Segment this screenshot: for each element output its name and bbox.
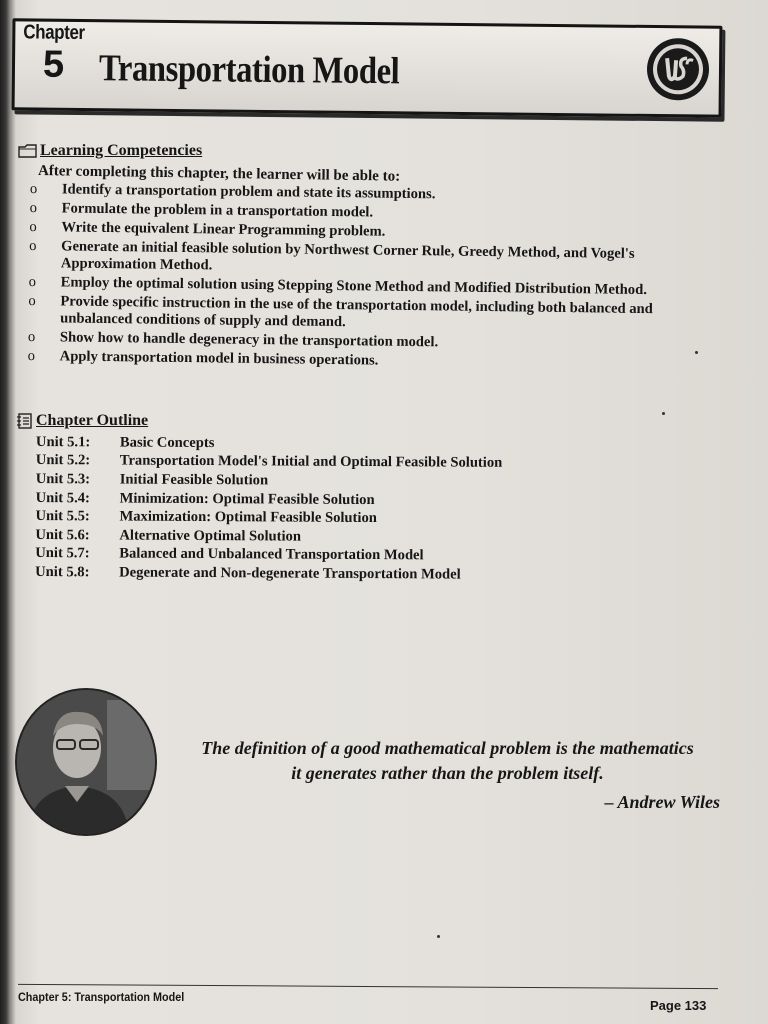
chapter-outline-list (35, 433, 596, 585)
unit-title: Balanced and Unbalanced Transportation Model (119, 545, 424, 564)
page-number: Page 133 (650, 998, 707, 1013)
quote-line-1: The definition of a good mathematical problem is the mathematics (201, 738, 694, 758)
print-speck (662, 412, 665, 415)
chapter-title: Transportation Model (98, 47, 400, 93)
unit-number: Unit 5.6: (35, 526, 90, 544)
chapter-outline-heading (16, 412, 148, 430)
unit-title: Basic Concepts (119, 434, 215, 451)
list-item: o Provide specific instruction in the use of the transportation model, including both balanced and unbalanced conditions of supply and demand. (28, 293, 718, 336)
learning-competencies-heading (18, 142, 202, 160)
unit-number: Unit 5.4: (35, 489, 90, 506)
school-logo-icon (645, 36, 712, 103)
unit-title: Degenerate and Non-degenerate Transportation Model (119, 564, 461, 583)
chapter-label: Chapter (23, 21, 85, 45)
chapter-number: 5 (42, 43, 65, 86)
footer-chapter-label: Chapter 5: Transportation Model (18, 990, 185, 1004)
unit-number: Unit 5.5: (35, 508, 90, 525)
footer-divider (18, 984, 718, 989)
notebook-icon (16, 412, 34, 430)
unit-number: Unit 5.3: (35, 470, 91, 488)
unit-title: Minimization: Optimal Feasible Solution (119, 490, 375, 508)
unit-title: Transportation Model's Initial and Optimal Feasible Solution (119, 452, 503, 472)
unit-number: Unit 5.2: (35, 452, 91, 469)
list-item: o Write the equivalent Linear Programming problem. (29, 219, 719, 245)
print-speck (695, 351, 698, 354)
learning-competencies-title: Learning Competencies (40, 142, 203, 159)
learning-intro: After completing this chapter, the learner will be able to: (37, 163, 401, 185)
quote-text (175, 736, 720, 786)
person-icon (17, 690, 155, 834)
unit-number: Unit 5.1: (35, 433, 91, 451)
list-item: o Identify a transportation problem and state its assumptions. (30, 181, 720, 207)
folder-icon (18, 143, 38, 159)
unit-title: Initial Feasible Solution (119, 471, 269, 489)
quote-author: – Andrew Wiles (604, 792, 720, 812)
list-item: o Employ the optimal solution using Stepping Stone Method and Modified Distribution Method. (29, 274, 719, 300)
unit-number: Unit 5.8: (35, 563, 90, 581)
print-speck (437, 935, 440, 938)
competency-list (28, 181, 720, 376)
unit-title: Maximization: Optimal Feasible Solution (119, 508, 377, 527)
chapter-banner (12, 18, 723, 117)
list-item: o Generate an initial feasible solution by Northwest Corner Rule, Greedy Method, and Vogel's Approximation Method. (29, 238, 719, 281)
unit-title: Alternative Optimal Solution (119, 527, 302, 545)
unit-number: Unit 5.7: (35, 545, 90, 562)
quote-line-2: it generates rather than the problem itself. (291, 763, 604, 783)
outline-row (35, 563, 595, 585)
list-item: o Apply transportation model in business operations. (28, 348, 718, 374)
list-item: o Formulate the problem in a transportation model. (30, 200, 720, 226)
list-item: o Show how to handle degeneracy in the transportation model. (28, 329, 718, 355)
author-portrait (15, 688, 157, 836)
chapter-outline-title: Chapter Outline (36, 412, 149, 429)
